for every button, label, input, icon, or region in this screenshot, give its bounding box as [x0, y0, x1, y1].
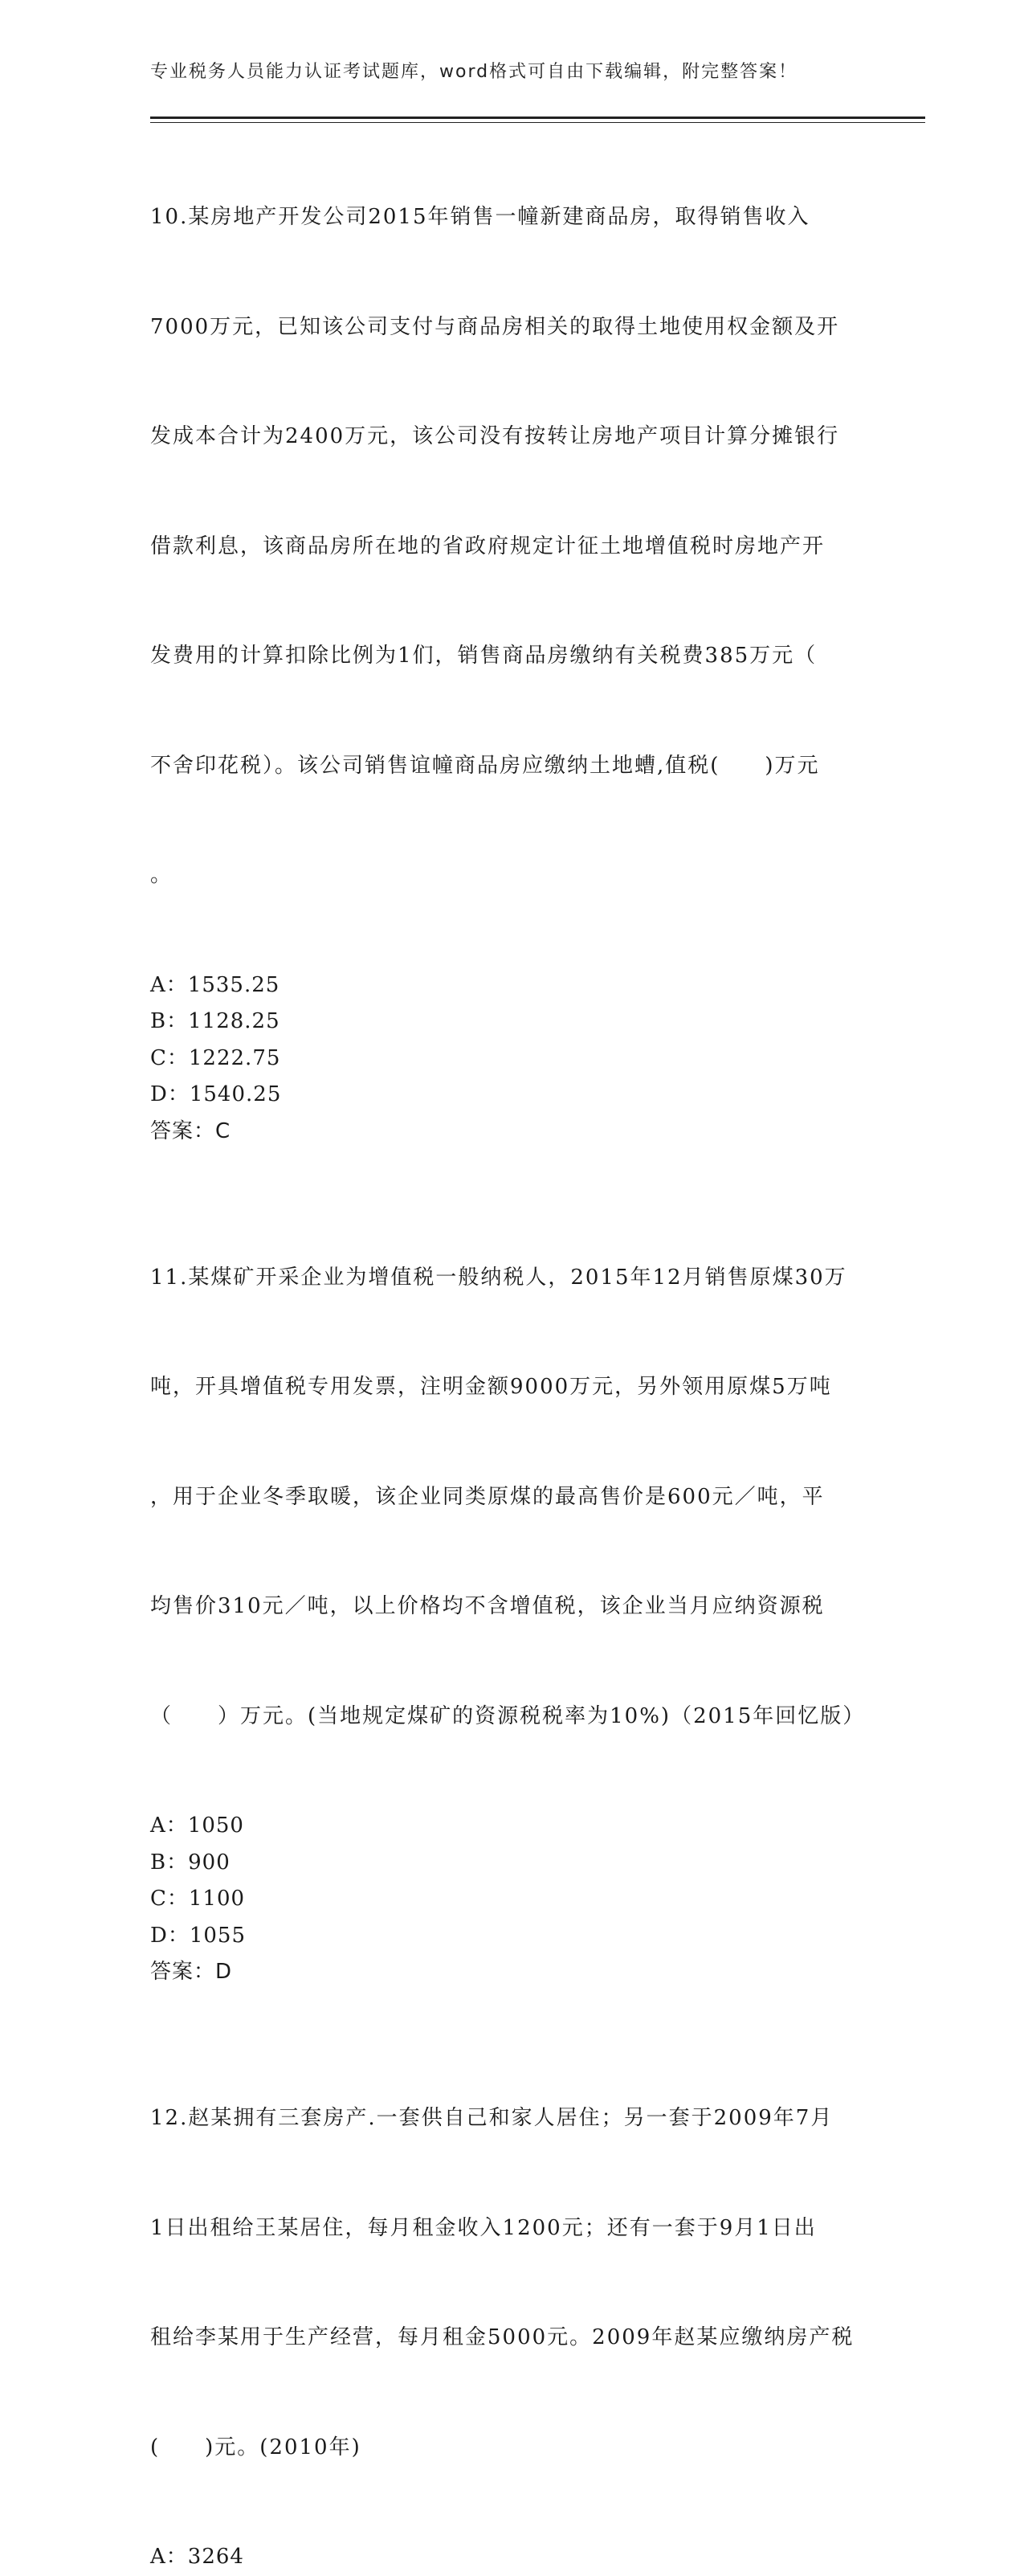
- answer-line: 答案：C: [150, 1118, 231, 1143]
- option-b: B：1128.25: [150, 1009, 280, 1033]
- question-line: 11.某煤矿开采企业为增值税一般纳税人，2015年12月销售原煤30万: [150, 1265, 847, 1290]
- option-d: D：1540.25: [150, 1082, 282, 1106]
- spacer: [150, 1150, 873, 1187]
- question-10-text: [150, 126, 873, 967]
- question-line: 发费用的计算扣除比例为1们，销售商品房缴纳有关税费385万元（: [150, 644, 818, 668]
- page-header: 专业税务人员能力认证考试题库，word格式可自由下载编辑，附完整答案！: [150, 62, 798, 82]
- header-divider-thick: [150, 117, 925, 119]
- question-line: 7000万元，已知该公司支付与商品房相关的取得土地使用权金额及开: [150, 314, 840, 339]
- question-line: （ ）万元。(当地规定煤矿的资源税税率为10%)（2015年回忆版）: [150, 1703, 866, 1728]
- question-12: [150, 2027, 873, 2576]
- question-line: 借款利息，该商品房所在地的省政府规定计征土地增值税时房地产开: [150, 534, 826, 558]
- question-11: [150, 1187, 873, 1991]
- spacer: [150, 1991, 873, 2028]
- question-list: [150, 126, 873, 2576]
- header-divider-thin: [150, 122, 925, 123]
- question-line: ，用于企业冬季取暖，该企业同类原煤的最高售价是600元／吨，平: [150, 1484, 825, 1509]
- question-line: ( )元。(2010年): [150, 2435, 361, 2459]
- question-line: 发成本合计为2400万元，该公司没有按转让房地产项目计算分摊银行: [150, 424, 840, 448]
- question-line: 10.某房地产开发公司2015年销售一幢新建商品房，取得销售收入: [150, 205, 810, 229]
- question-11-text: [150, 1187, 873, 1809]
- question-line: 不舍印花税）。该公司销售谊幢商品房应缴纳土地螬,值税( )万元: [150, 753, 820, 778]
- question-line: 均售价310元／吨，以上价格均不含增值税，该企业当月应纳资源税: [150, 1594, 825, 1618]
- option-d: D：1055: [150, 1923, 247, 1948]
- question-10: [150, 126, 873, 1150]
- question-line: 1日出租给王某居住，每月租金收入1200元；还有一套于9月1日出: [150, 2215, 817, 2240]
- question-line: 。: [150, 863, 173, 887]
- answer-line: 答案：D: [150, 1960, 233, 1984]
- question-12-text: [150, 2027, 873, 2539]
- option-a: A：1050: [150, 1813, 244, 1838]
- question-line: 吨，开具增值税专用发票，注明金额9000万元，另外领用原煤5万吨: [150, 1375, 832, 1399]
- question-line: 12.赵某拥有三套房产.一套供自己和家人居住；另一套于2009年7月: [150, 2106, 834, 2130]
- option-c: C：1100: [150, 1887, 246, 1911]
- option-c: C：1222.75: [150, 1045, 281, 1070]
- option-b: B：900: [150, 1850, 231, 1875]
- option-a: A：3264: [150, 2545, 244, 2569]
- option-a: A：1535.25: [150, 972, 280, 997]
- question-line: 租给李某用于生产经营，每月租金5000元。2009年赵某应缴纳房产税: [150, 2325, 855, 2349]
